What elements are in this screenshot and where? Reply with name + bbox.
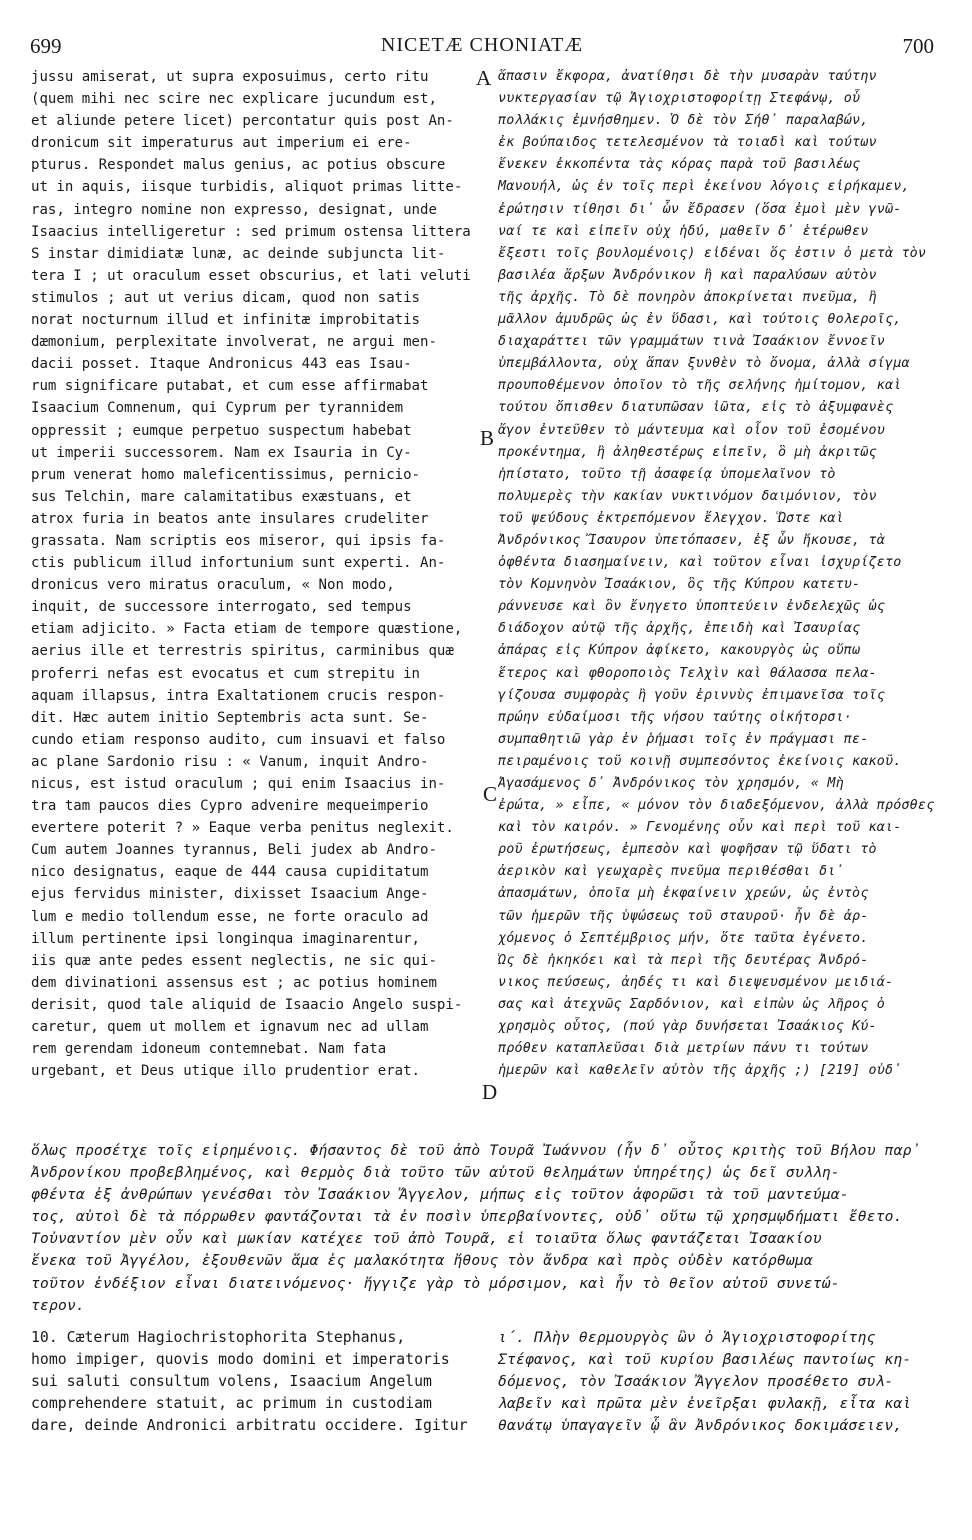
margin-marker-d: D	[482, 1080, 498, 1104]
latin-column-top: jussu amiserat, ut supra exposuimus, certo ritu (quem mihi nec scire nec explicare jucundum est, et aliunde petere licet) percontatur quis post An- dronicum sit imperaturus aut imperium ei ere- pturus. Respondet malus genius, ac potius obscure ut in aquis, iisque turbidis, aliquot primas litte- ras, integro nomine non expresso, designat, unde Isaacius intelligeretur : sed primum ostensa littera S instar dimidiatæ lunæ, ac deinde subjuncta lit- tera I ; ut oraculum esset obscurius, et lati veluti stimulos ; aut ut verius dicam, quod non satis norat nocturnum illud et infinitæ improbitatis dæmonium, perplexitate involverat, ne argui men- dacii posset. Itaque Andronicus 443 eas Isau- rum significare putabat, et cum esse affirmabat Isaacium Comnenum, qui Cyprum per tyrannidem oppressit ; eumque perpetuo suspectum habebat ut imperii successorem. Nam ex Isauria in Cy- prum venerat homo maleficentissimus, pernicio- sus Telchin, mare calamitatibus exæstuans, et atrox furia in beatos ante insulares crudeliter grassata. Nam scriptis eos miseror, qui ipsis fa- ctis publicum illud infortunium sunt experti. An- dronicus vero miratus oraculum, « Non modo, inquit, de successore interrogato, sed tempus etiam adjicito. » Facta etiam de tempore quæstione, aerius ille et terrestris spiritus, carminibus quæ proferri nefas est evocatus et cum strepitu in aquam illapsus, intra Exaltationem crucis respon- dit. Hæc autem initio Septembris acta sunt. Se- cundo etiam responso audito, cum insuavi et falso ac plane Sardonio risu : « Vanum, inquit Andro- nicus, est istud oraculum ; qui enim Isaacius in- tra tam paucos dies Cypro advenire mequeimperio evertere poterit ? » Eaque verba penitus neglexit. Cum autem Joannes tyrannus, Beli judex ab Andro- nico designatus, eaque de 444 causa cupiditatum ejus fervidus minister, dixisset Isaacium Ange- lum e medio tollendum esse, ne forte oraculo ad illum pertinente ipsi longinqua imaginarentur, iis quæ ante pedes essent neglectis, ne sic qui- dem divinationi assensus est ; ac potius hominem derisit, quod tale aliquid de Isaacio Angelo suspi- caretur, quem ut mollem et ignavum nec ad ullam rem gerendam idoneum contemnebat. Nam fata urgebant, et Deus utique illo prudentior erat.	[31, 69, 471, 1080]
running-title: NICETÆ CHONIATÆ	[380, 34, 584, 56]
greek-column-bottom: ι΄. Πλὴν θερμουργὸς ὢν ὁ Ἁγιοχριστοφορίτης Στέφανος, καὶ τοῦ κυρίου βασιλέως παντοίως κη- δόμενος, τὸν Ἰσαάκιον Ἄγγελον προσέθετο συλ- λαβεῖν καὶ πρῶτα μὲν ἐνεῖρξαι φυλακῇ, εἶτα καὶ θανάτῳ ὑπαγαγεῖν ᾧ ἂν Ἀνδρόνικος δοκιμάσειεν,	[498, 1329, 912, 1435]
margin-marker-b: B	[480, 426, 495, 450]
latin-column-bottom: 10. Cæterum Hagiochristophorita Stephanus, homo impiger, quovis modo domini et imperatoris sui saluti consultum volens, Isaacium Angelum comprehendere statuit, ac primum in custodiam dare, deinde Andronici arbitratu occidere. Igitur	[31, 1329, 468, 1435]
margin-marker-a: A	[476, 66, 492, 90]
margin-marker-c: C	[483, 782, 498, 806]
greek-column-top: ἅπασιν ἔκφορα, ἀνατίθησι δὲ τὴν μυσαρὰν ταύτην νυκτεργασίαν τῷ Ἁγιοχριστοφορίτῃ Στεφάνῳ, οὗ πολλάκις ἐμνήσθημεν. Ὁ δὲ τὸν Σήθ᾽ παραλαβών, ἐκ βούπαιδος τετελεσμένον τὰ τοιαδὶ καὶ τούτων ἕνεκεν ἐκκοπέντα τὰς κόρας παρὰ τοῦ βασιλέως Μανουήλ, ὡς ἐν τοῖς περὶ ἐκείνου λόγοις εἰρήκαμεν, ἐρώτησιν τίθησι δι᾽ ὧν ἔδρασεν (ὅσα ἐμοὶ μὲν γνῶ- ναί τε καὶ εἰπεῖν οὐχ ἡδύ, μαθεῖν δ᾽ ἑτέρωθεν ἔξεστι τοῖς βουλομένοις) εἰδέναι ὅς ἐστιν ὁ μετὰ τὸν βασιλέα ἄρξων Ἀνδρόνικον ἢ καὶ παραλύσων αὐτὸν τῆς ἀρχῆς. Τὸ δὲ πονηρὸν ἀποκρίνεται πνεῦμα, ἢ μᾶλλον ἀμυδρῶς ὡς ἐν ὕδασι, καὶ τούτοις θολεροῖς, διαχαράττει τῶν γραμμάτων τινὰ Ἰσαάκιον ἔννοεῖν ὑπεμβάλλοντα, οὐχ ἅπαν ξυνθὲν τὸ ὄνομα, ἀλλὰ σίγμα προυποθέμενον ὁποῖον τὸ τῆς σελήνης ἡμίτομον, καὶ τούτου ὄπισθεν διατυπῶσαν ἰῶτα, εἰς τὸ ἀξυμφανὲς ἄγον ἐντεῦθεν τὸ μάντευμα καὶ οἷον τοῦ ἐσομένου προκέντημα, ἢ ἀληθεστέρως εἰπεῖν, ὃ μὴ ἀκριτῶς ἠπίστατο, τοῦτο τῇ ἀσαφείᾳ ὑπομελαῖνον τὸ πολυμερὲς τὴν κακίαν νυκτινόμον δαιμόνιον, τὸν τοῦ ψεύδους ἐκτρεπόμενον ἔλεγχον. Ὥστε καὶ Ἀνδρόνικος Ἴσαυρον ὑπετόπασεν, ἐξ ὧν ἤκουσε, τὰ ὀφθέντα διασημαίνειν, καὶ τοῦτον εἶναι ἰσχυρίζετο τὸν Κομνηνὸν Ἰσαάκιον, ὃς τῆς Κύπρου κατετυ- ράννευσε καὶ ὃν ἔνηγετο ὑποπτεύειν ἐνδελεχῶς ὡς διάδοχον αὐτῷ τῆς ἀρχῆς, ἐπειδὴ καὶ Ἰσαυρίας ἀπάρας εἰς Κύπρον ἀφίκετο, κακουργὸς ὡς οὔπω ἕτερος καὶ φθοροποιὸς Τελχὶν καὶ θάλασσα πελα- γίζουσα συμφορὰς ἢ γοῦν ἐριννὺς ἐπιμανεῖσα τοῖς πρώην εὐδαίμοσι τῆς νήσου ταύτης οἰκήτορσι· συμπαθητιῶ γὰρ ἐν ῥήμασι τοῖς ἐν πράγμασι πε- πειραμένοις τοῦ κοινῇ συμπεσόντος ἐκείνοις κακοῦ. Ἀγασάμενος δ᾽ Ἀνδρόνικος τὸν χρησμόν, « Μὴ ἐρώτα, » εἶπε, « μόνον τὸν διαδεξόμενον, ἀλλὰ πρόσθες καὶ τὸν καιρόν. » Γενομένης οὖν καὶ περὶ τοῦ και- ροῦ ἐρωτήσεως, ἐμπεσὸν καὶ ψοφῆσαν τῷ ὕδατι τὸ ἀερικὸν καὶ γεωχαρὲς πνεῦμα περιθέσθαι δι᾽ ἀπασμάτων, ὁποῖα μὴ ἐκφαίνειν χρεών, ὡς ἐντὸς τῶν ἡμερῶν τῆς ὑψώσεως τοῦ σταυροῦ· ἦν δὲ ἀρ- χόμενος ὁ Σεπτέμβριος μήν, ὅτε ταῦτα ἐγένετο. Ὡς δὲ ἠκηκόει καὶ τὰ περὶ τῆς δευτέρας Ἀνδρό- νικος πεύσεως, ἀηδές τι καὶ διεψευσμένον μειδιά- σας καὶ ἀτεχνῶς Σαρδόνιον, καὶ εἰπὼν ὡς λῆρος ὁ χρησμὸς οὗτος, (πού γὰρ δυνήσεται Ἰσαάκιος Κύ- πρόθεν καταπλεῦσαι διὰ μετρίων πάνυ τι τούτων ἡμερῶν καὶ καθελεῖν αὐτὸν τῆς ἀρχῆς ;) [219] οὐδ᾽	[498, 69, 935, 1079]
page-header	[30, 34, 934, 60]
page-number-left: 699	[30, 34, 62, 58]
page-number-right: 700	[902, 34, 934, 58]
greek-full-width-passage: ὅλως προσέτχε τοῖς εἰρημένοις. Φήσαντος δὲ τοῦ ἀπὸ Τουρᾶ Ἰωάννου (ἦν δ᾽ οὗτος κριτὴς τοῦ Βήλου παρ᾽ Ἀνδρονίκου προβεβλημένος, καὶ θερμὸς διὰ τοῦτο τῶν αὐτοῦ θελημάτων ὑπηρέτης) ὡς δεῖ συλλη- φθέντα ἐξ ἀνθρώπων γενέσθαι τὸν Ἰσαάκιον Ἄγγελον, μήπως εἰς τοῦτον ἀφορῶσι τὰ τοῦ μαντεύμα- τος, αὐτοὶ δὲ τὰ πόρρωθεν φαντάζονται τὰ ἐν ποσὶν ὑπερβαίνοντες, οὐδ᾽ οὕτω τῷ χρησμῳδήματι ἔθετο. Τοὐναντίον μὲν οὖν καὶ μωκίαν κατέχεε τοῦ ἀπὸ Τουρᾶ, εἰ τοιαῦτα ὅλως φαντάζεται Ἰσαακίου ἕνεκα τοῦ Ἀγγέλου, ἐξουθενῶν ἅμα ἐς μαλακότητα ἤθους τὸν ἄνδρα καὶ πρὸς οὐδὲν κατόρθωμα τοῦτον ἐνδέξιον εἶναι διατεινόμενος· ἤγγιζε γὰρ τὸ μόρσιμον, καὶ ἦν τὸ θεῖον αὐτοῦ συνετώ- τερον.	[31, 1142, 921, 1314]
